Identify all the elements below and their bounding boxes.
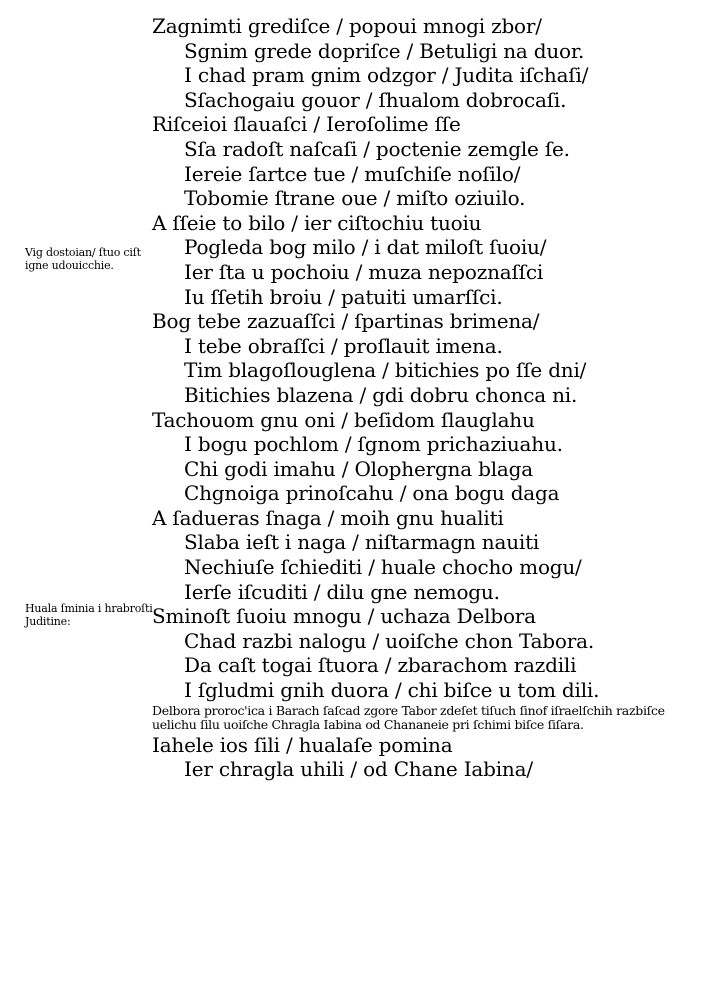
verse-line: Sgnim grede dopriſce / Betuligi na duor. bbox=[184, 38, 585, 63]
margin-note: Huala ſminia i hrabroſti Juditine: bbox=[25, 602, 153, 628]
verse-line: A ſadueras ſnaga / moih gnu hualiti bbox=[152, 505, 504, 530]
verse-line: I chad pram gnim odzgor / Judita iſchaſi/ bbox=[184, 63, 589, 88]
verse-line: I tebe obraſſci / proſlauit imena. bbox=[184, 333, 503, 358]
verse-line: Sminoſt ſuoiu mnogu / uchaza Delbora bbox=[152, 604, 536, 629]
verse-line: Chgnoiga prinoſcahu / ona bogu daga bbox=[184, 481, 560, 506]
verse-line: Da caſt togai ſtuora / zbarachom razdili bbox=[184, 653, 577, 678]
verse-line: Bitichies blazena / gdi dobru chonca ni. bbox=[184, 382, 578, 407]
verse-line: Nechiuſe ſchiediti / huale chocho mogu/ bbox=[184, 555, 582, 580]
verse-line: Ier chragla uhili / od Chane Iabina/ bbox=[184, 757, 533, 782]
verse-line: Slaba ieſt i naga / niſtarmagn nauiti bbox=[184, 530, 540, 555]
verse-line: Zagnimti grediſce / popoui mnogi zbor/ bbox=[152, 14, 542, 38]
verse-line: Tachouom gnu oni / beſidom ſlauglahu bbox=[152, 407, 535, 432]
verse-line: Bog tebe zazuaſſci / ſpartinas brimena/ bbox=[152, 309, 540, 334]
verse-line: Iu ſſetih broiu / patuiti umarſſci. bbox=[184, 284, 503, 309]
verse-line: Iereie ſartce tue / muſchiſe noſilo/ bbox=[184, 161, 521, 186]
verse-line: Tobomie ſtrane oue / miſto oziuilo. bbox=[184, 186, 526, 211]
verse-line: Riſceioi ſlauaſci / Ieroſolime ſſe bbox=[152, 112, 461, 137]
verse-line: Chi godi imahu / Olophergna blaga bbox=[184, 456, 533, 481]
verse-line: Sſachogaiu gouor / ſhualom dobrocaſi. bbox=[184, 87, 567, 112]
poem-text bbox=[152, 14, 700, 782]
verse-line: I bogu pochlom / ſgnom prichaziuahu. bbox=[184, 432, 563, 457]
verse-line: Ier ſta u pochoiu / muza nepoznaſſci bbox=[184, 259, 544, 284]
verse-line: Ierſe iſcuditi / dilu gne nemogu. bbox=[184, 579, 500, 604]
verse-line: A ſſeie to bilo / ier ciſtochiu tuoiu bbox=[152, 210, 482, 235]
verse-line: Chad razbi nalogu / uoiſche chon Tabora. bbox=[184, 628, 594, 653]
verse-line: Iahele ios ſili / hualaſe pomina bbox=[152, 732, 453, 757]
margin-note: Vig dostoian/ ſtuo ciſt igne udouicchie. bbox=[25, 246, 141, 272]
prose-note: Delbora proroc'ica i Barach ſaſcad zgore Tabor zdeſet tiſuch ſinof iſraelſchih razbiſce uelichu ſilu uoiſche Chragla Iabina od Chananeie pri ſchimi biſce ſiſara. bbox=[152, 702, 665, 732]
verse-line: I ſgludmi gnih duora / chi biſce u tom dili. bbox=[184, 678, 600, 703]
verse-line: Tim blagoſlouglena / bitichies po ſſe dni/ bbox=[184, 358, 587, 383]
verse-line: Sſa radoſt naſcaſi / poctenie zemgle ſe. bbox=[184, 136, 570, 161]
verse-line: Pogleda bog milo / i dat miloſt ſuoiu/ bbox=[184, 235, 547, 260]
